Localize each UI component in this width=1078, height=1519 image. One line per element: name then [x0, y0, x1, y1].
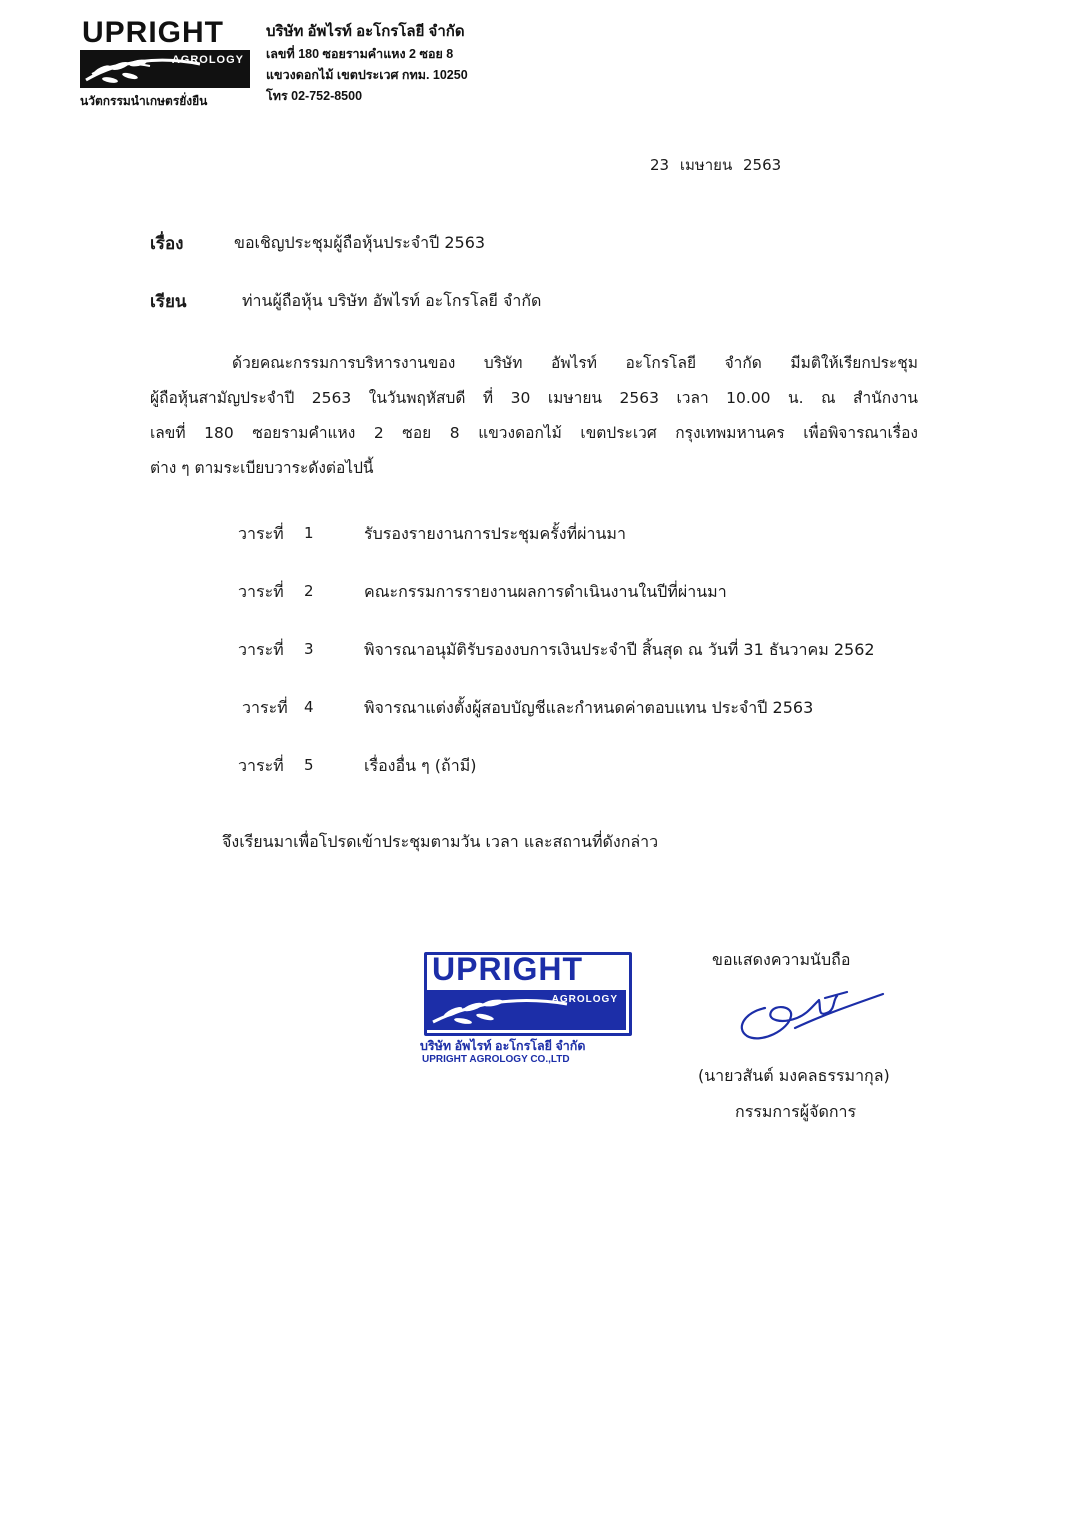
subject-label: เรื่อง [150, 234, 184, 254]
recipient-label: เรียน [150, 292, 187, 312]
agenda-number: 3 [304, 640, 314, 658]
agenda-text: เรื่องอื่น ๆ (ถ้ามี) [364, 756, 477, 775]
agenda-item [238, 748, 938, 806]
address-line-2: แขวงดอกไม้ เขตประเวศ กทม. 10250 [266, 68, 468, 82]
recipient-text: ท่านผู้ถือหุ้น บริษัท อัพไรท์ อะโกรโลยี จำกัด [242, 291, 542, 310]
agenda-item [238, 574, 938, 632]
logo-subtitle: AGROLOGY [171, 54, 244, 66]
company-name: บริษัท อัพไรท์ อะโกรโลยี จำกัด [266, 23, 465, 40]
logo-wordmark: UPRIGHT [82, 16, 224, 49]
address-line-1: เลขที่ 180 ซอยรามคำแหง 2 ซอย 8 [266, 47, 454, 61]
stamp-thai-name: บริษัท อัพไรท์ อะโกรโลยี จำกัด [420, 1039, 586, 1053]
agenda-number: 5 [304, 756, 314, 774]
logo-band [80, 50, 250, 88]
stamp-english-name: UPRIGHT AGROLOGY CO.,LTD [422, 1054, 570, 1065]
signer-name: (นายวสันต์ มงคลธรรมากุล) [698, 1066, 890, 1085]
handwritten-signature [735, 978, 885, 1048]
signer-title: กรรมการผู้จัดการ [735, 1102, 857, 1121]
company-stamp [418, 948, 634, 1070]
stamp-subtitle: AGROLOGY [551, 994, 618, 1005]
agenda-label: วาระที่ [238, 640, 284, 659]
agenda-text: พิจารณาอนุมัติรับรองงบการเงินประจำปี สิ้นสุด ณ วันที่ 31 ธันวาคม 2562 [364, 640, 875, 659]
body-line: เลขที่ 180 ซอยรามคำแหง 2 ซอย 8 แขวงดอกไม้ เขตประเวศ กรุงเทพมหานคร เพื่อพิจารณาเรื่อง [150, 424, 918, 442]
stamp-wordmark: UPRIGHT [432, 951, 583, 987]
body-line: ผู้ถือหุ้นสามัญประจำปี 2563 ในวันพฤหัสบดี ที่ 30 เมษายน 2563 เวลา 10.00 น. ณ สำนักงาน [150, 389, 918, 407]
subject-text: ขอเชิญประชุมผู้ถือหุ้นประจำปี 2563 [234, 233, 486, 252]
letter-date: 23 เมษายน 2563 [650, 156, 782, 174]
agenda-number: 1 [304, 524, 314, 542]
agenda-label: วาระที่ [238, 756, 284, 775]
letterhead [80, 18, 600, 108]
agenda-text: พิจารณาแต่งตั้งผู้สอบบัญชีและกำหนดค่าตอบแทน ประจำปี 2563 [364, 698, 814, 717]
agenda-item [238, 516, 938, 574]
closing-sentence: จึงเรียนมาเพื่อโปรดเข้าประชุมตามวัน เวลา และสถานที่ดังกล่าว [222, 832, 659, 851]
body-paragraph [150, 346, 918, 486]
agenda-number: 4 [304, 698, 314, 716]
company-logo [80, 18, 252, 92]
agenda-item [238, 632, 938, 690]
regards-text: ขอแสดงความนับถือ [712, 950, 851, 969]
agenda-label: วาระที่ [238, 582, 284, 601]
agenda-number: 2 [304, 582, 314, 600]
agenda-list [238, 516, 938, 806]
company-tagline: นวัตกรรมนำเกษตรยั่งยืน [80, 94, 208, 108]
agenda-label: วาระที่ [238, 524, 284, 543]
body-line: ต่าง ๆ ตามระเบียบวาระดังต่อไปนี้ [150, 459, 374, 477]
company-phone: โทร 02-752-8500 [266, 89, 363, 103]
stamp-band [427, 990, 626, 1030]
agenda-text: รับรองรายงานการประชุมครั้งที่ผ่านมา [364, 524, 626, 543]
agenda-item [238, 690, 938, 748]
agenda-text: คณะกรรมการรายงานผลการดำเนินงานในปีที่ผ่านมา [364, 582, 727, 601]
agenda-label: วาระที่ [242, 698, 288, 717]
body-line: ด้วยคณะกรรมการบริหารงานของ บริษัท อัพไรท์ อะโกรโลยี จำกัด มีมติให้เรียกประชุม [232, 354, 918, 372]
company-address [266, 20, 468, 107]
